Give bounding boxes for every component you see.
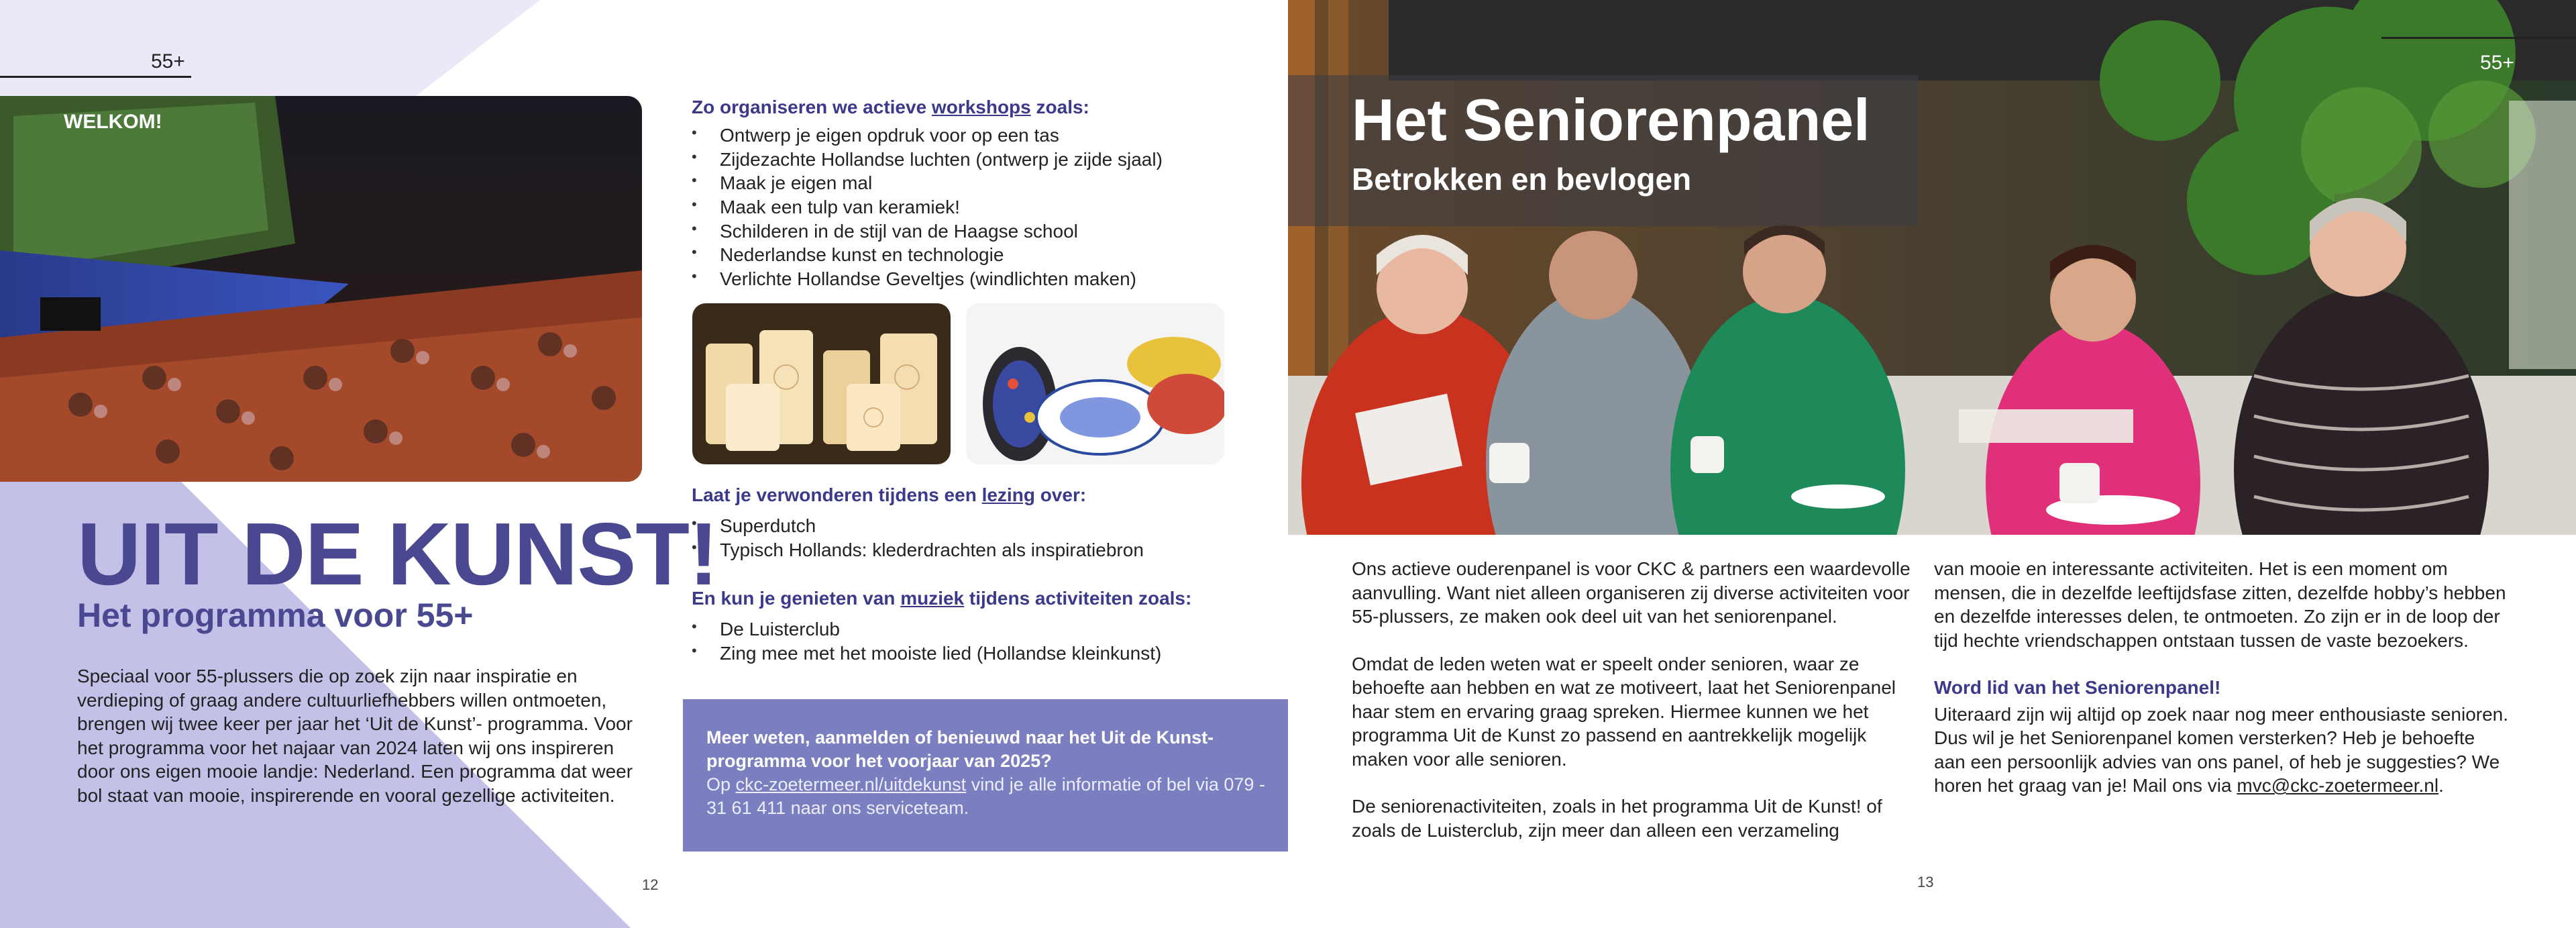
- intro-paragraph: Speciaal voor 55-plussers die op zoek zijn naar inspiratie en verdieping of graag andere cultuurliefhebbers willen ontmoeten, brengen wij twee keer per jaar het ‘Uit de Kunst’- programma. Voor het programma voor het najaar van 2024 laten wij ons inspireren door ons eigen mooie landje: Nederland. Een programma dat weer bol staat van mooie, inspirerende en vooral gezellige activiteiten.: [77, 666, 633, 806]
- lezing-heading: Laat je verwonderen tijdens een lezing over:: [692, 484, 1087, 505]
- welcome-banner-text: WELKOM!: [64, 111, 162, 133]
- join-paragraph: Uiteraard zijn wij altijd op zoek naar nog meer enthousiaste senioren. Dus wil je het Seniorenpanel komen versterken? Heb je behoefte aan een persoonlijk advies van ons panel, of heb je suggesties? We horen het graag van je! Mail ons via mvc@ckc-zoetermeer.nl.: [1934, 703, 2509, 796]
- body-column-2: [1934, 557, 2511, 798]
- muziek-list: [692, 617, 1282, 665]
- lanterns-photo: [692, 303, 951, 464]
- muziek-heading: En kun je genieten van muziek tijdens activiteiten zoals:: [692, 588, 1192, 609]
- panel-title: Het Seniorenpanel: [1352, 87, 1870, 153]
- section-tag-right: 55+: [2480, 52, 2514, 74]
- paragraph: Omdat de leden weten wat er speelt onder senioren, waar ze behoefte aan hebben en wat ze motiveert, laat het Seniorenpanel haar stem en ervaring graag spreken. Hiermee kunnen we het programma Uit de Kunst zo passend en aantrekkelijk mogelijk maken voor alle senioren.: [1352, 653, 1896, 770]
- list-item: • Verlichte Hollandse Geveltjes (windlichten maken): [692, 267, 1282, 291]
- email-link[interactable]: mvc@ckc-zoetermeer.nl: [2237, 775, 2439, 796]
- workshops-heading: Zo organiseren we actieve workshops zoals:: [692, 97, 1089, 117]
- workshops-list: [692, 123, 1282, 291]
- panel-subtitle: Betrokken en bevlogen: [1352, 162, 1692, 197]
- list-item: • Ontwerp je eigen opdruk voor op een tas: [692, 123, 1282, 148]
- info-text: Op ckc-zoetermeer.nl/uitdekunst vind je alle informatie of bel via 079 - 31 61 411 naar ons serviceteam.: [706, 774, 1265, 819]
- join-heading: Word lid van het Seniorenpanel!: [1934, 677, 2221, 699]
- list-item: • Zing mee met het mooiste lied (Hollandse kleinkunst): [692, 641, 1282, 666]
- paragraph: van mooie en interessante activiteiten. Het is een moment om mensen, die in dezelfde leeftijdsfase zitten, dezelfde hobby’s hebben en dezelfde interesses delen, te ontmoeten. Zo zijn er in de loop der tijd hechte vriendschappen ontstaan tussen de vaste bezoekers.: [1934, 558, 2506, 651]
- paragraph: De seniorenactiviteiten, zoals in het programma Uit de Kunst! of zoals de Luisterclub, zijn meer dan alleen een verzameling: [1352, 796, 1882, 841]
- workshops-section: [692, 95, 1282, 291]
- paragraph: Ons actieve ouderenpanel is voor CKC & partners een waardevolle aanvulling. Want niet alleen organiseren zij diverse activiteiten voor 55-plussers, ze maken ook deel uit van het seniorenpanel.: [1352, 558, 1911, 627]
- list-item: • Superdutch: [692, 514, 1282, 538]
- website-link[interactable]: ckc-zoetermeer.nl/uitdekunst: [735, 774, 967, 795]
- page-right: [1288, 0, 2576, 928]
- list-item: • Nederlandse kunst en technologie: [692, 243, 1282, 267]
- page-subtitle: Het programma voor 55+: [77, 597, 474, 634]
- lezing-list: [692, 514, 1282, 562]
- muziek-section: [692, 586, 1282, 665]
- page-title: UIT DE KUNST!: [77, 505, 718, 603]
- clogs-photo: [966, 303, 1224, 464]
- section-tag: 55+: [151, 50, 185, 72]
- info-box: [683, 699, 1288, 852]
- list-item: • Maak je eigen mal: [692, 171, 1282, 195]
- body-column-1: [1352, 557, 1915, 866]
- concert-hall-photo: [0, 96, 642, 482]
- page-number-right: 13: [1917, 874, 1934, 890]
- list-item: • Maak een tulp van keramiek!: [692, 195, 1282, 219]
- page-number-left: 12: [642, 876, 659, 893]
- list-item: • Zijdezachte Hollandse luchten (ontwerp je zijde sjaal): [692, 148, 1282, 172]
- list-item: • Schilderen in de stijl van de Haagse school: [692, 219, 1282, 244]
- info-question: Meer weten, aanmelden of benieuwd naar het Uit de Kunst-programma voor het voorjaar van 2025?: [706, 727, 1214, 772]
- lezing-section: [692, 483, 1282, 562]
- tag-underline: [0, 76, 191, 78]
- list-item: • De Luisterclub: [692, 617, 1282, 641]
- tag-underline-right: [2381, 37, 2576, 39]
- list-item: • Typisch Hollands: klederdrachten als inspiratiebron: [692, 538, 1282, 562]
